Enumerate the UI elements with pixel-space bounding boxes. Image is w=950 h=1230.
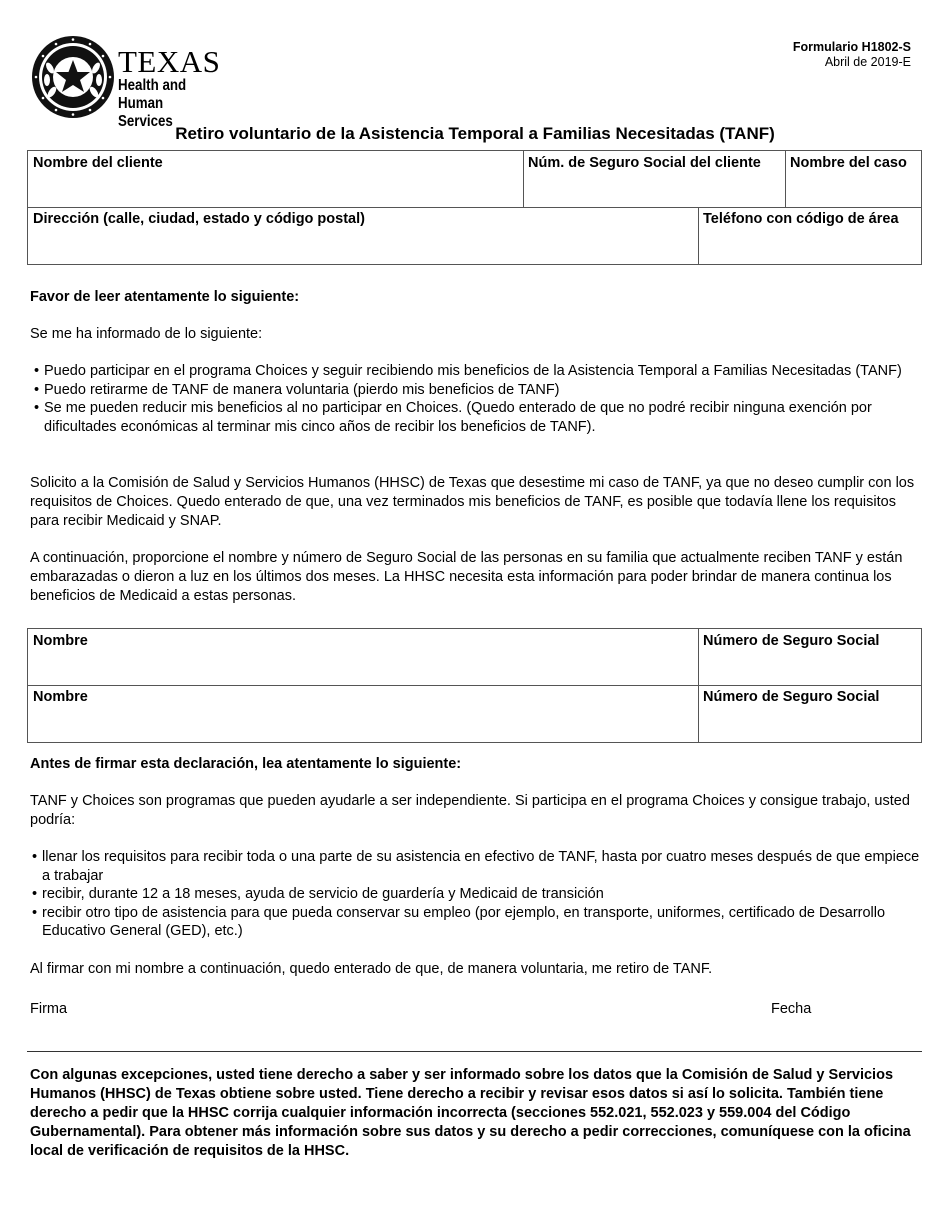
list-item: • Se me pueden reducir mis beneficios al no participar en Choices. (Quedo enterado de que no podré recibir ninguna exención por dificultades económicas al terminar mis cinco años de recibir los beneficios de TANF). bbox=[32, 399, 922, 436]
client-info-box bbox=[27, 150, 922, 265]
date-field[interactable]: Fecha bbox=[771, 1001, 812, 1017]
form-number: Formulario H1802-S bbox=[792, 40, 911, 54]
client-name-label: Nombre del cliente bbox=[33, 155, 163, 171]
address-label: Dirección (calle, ciudad, estado y código postal) bbox=[33, 211, 365, 227]
acknowledge-statement: Al firmar con mi nombre a continuación, quedo enterado de que, de manera voluntaria, me retiro de TANF. bbox=[30, 961, 713, 977]
client-ssn-label: Núm. de Seguro Social del cliente bbox=[528, 155, 761, 171]
request-paragraph: Solicito a la Comisión de Salud y Servicios Humanos (HHSC) de Texas que desestime mi caso de TANF, ya que no deseo cumplir con los requisitos de Choices. Quedo enterado de que, una vez terminados mis beneficios de TANF, es posible que todavía llene los requisitos para recibir Medicaid y SNAP. bbox=[30, 475, 915, 529]
programs-paragraph: TANF y Choices son programas que pueden ayudarle a ser independiente. Si participa en el programa Choices y consigue trabajo, usted podría: bbox=[30, 793, 910, 828]
case-name-field[interactable] bbox=[785, 151, 922, 207]
read-carefully-heading: Favor de leer atentamente lo siguiente: bbox=[30, 289, 300, 305]
client-ssn-field[interactable] bbox=[523, 151, 785, 207]
family-name-field[interactable] bbox=[28, 629, 698, 685]
address-field[interactable] bbox=[28, 207, 698, 264]
family-name-field[interactable] bbox=[28, 685, 698, 742]
signature-field[interactable]: Firma bbox=[30, 1001, 68, 1017]
privacy-notice: Con algunas excepciones, usted tiene derecho a saber y ser informado sobre los datos que la Comisión de Salud y Servicios Humanos (HHSC) de Texas obtiene sobre usted. Tiene derecho a recibir y revisar esos datos si así lo solicita. También tiene derecho a pedir que la HHSC corrija cualquier información incorrecta (secciones 552.021, 552.023 y 559.004 del Código Gubernamental). Para obtener más información sobre sus datos y su derecho a pedir correcciones, comuníquese con la oficina local de verificación de requisitos de la HHSC. bbox=[30, 1067, 911, 1159]
list-item: • recibir otro tipo de asistencia para que pueda conservar su empleo (por ejemplo, en transporte, uniformes, certificado de Desarrollo Educativo General (GED), etc.) bbox=[30, 904, 920, 941]
family-ssn-label: Número de Seguro Social bbox=[703, 633, 880, 649]
family-name-label: Nombre bbox=[33, 633, 88, 649]
logo-texas-text: TEXAS bbox=[118, 44, 221, 79]
list-item: • Puedo retirarme de TANF de manera voluntaria (pierdo mis beneficios de TANF) bbox=[32, 381, 922, 400]
logo-line-2: Services bbox=[118, 113, 173, 130]
case-name-label: Nombre del caso bbox=[790, 155, 907, 171]
family-ssn-field[interactable] bbox=[698, 629, 922, 685]
family-ssn-label: Número de Seguro Social bbox=[703, 689, 880, 705]
list-item: • llenar los requisitos para recibir toda o una parte de su asistencia en efectivo de TANF, hasta por cuatro meses después de que empiece a trabajar bbox=[30, 848, 920, 885]
family-name-label: Nombre bbox=[33, 689, 88, 705]
list-item: • Puedo participar en el programa Choices y seguir recibiendo mis beneficios de la Asistencia Temporal a Familias Necesitadas (TANF) bbox=[32, 362, 922, 381]
phone-label: Teléfono con código de área bbox=[703, 211, 899, 227]
form-identifier bbox=[793, 40, 911, 70]
phone-field[interactable] bbox=[698, 207, 922, 264]
logo-line-1: Health and Human bbox=[118, 77, 187, 112]
family-members-box bbox=[27, 628, 922, 743]
texas-hhs-logo bbox=[30, 34, 250, 130]
form-date: Abril de 2019-E bbox=[824, 55, 911, 69]
list-item: • recibir, durante 12 a 18 meses, ayuda de servicio de guardería y Medicaid de transición bbox=[30, 885, 920, 904]
benefits-bullet-list bbox=[30, 848, 920, 941]
signature-line bbox=[27, 1051, 922, 1052]
family-ssn-field[interactable] bbox=[698, 685, 922, 742]
before-signing-heading: Antes de firmar esta declaración, lea atentamente lo siguiente: bbox=[30, 756, 462, 772]
informed-statement: Se me ha informado de lo siguiente: bbox=[30, 326, 263, 342]
client-name-field[interactable] bbox=[28, 151, 523, 207]
informed-bullet-list bbox=[32, 362, 922, 436]
family-info-paragraph: A continuación, proporcione el nombre y número de Seguro Social de las personas en su familia que actualmente reciben TANF y están embarazadas o dieron a luz en los últimos dos meses. La HHSC necesita esta información para poder brindar de manera continua los beneficios de Medicaid a estas personas. bbox=[30, 550, 903, 604]
page-title: Retiro voluntario de la Asistencia Temporal a Familias Necesitadas (TANF) bbox=[175, 124, 775, 143]
texas-seal-icon bbox=[30, 34, 116, 120]
